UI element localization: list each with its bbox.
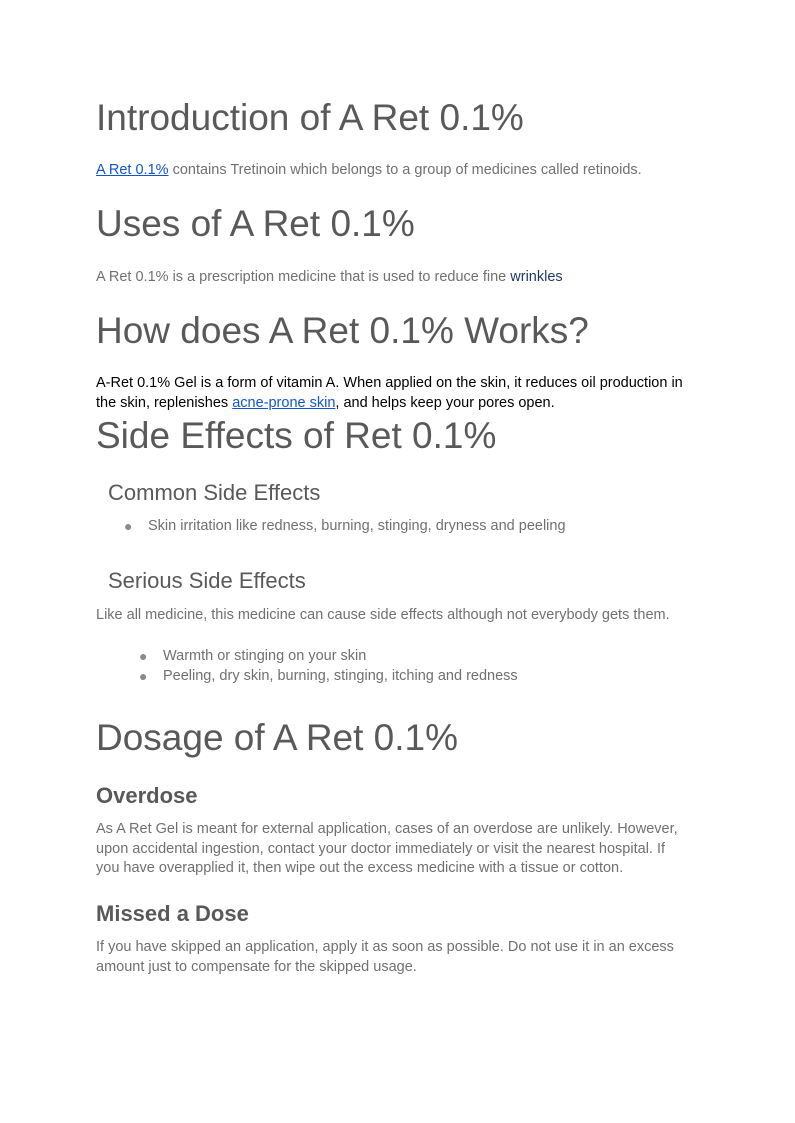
- missed-dose-line: amount just to compensate for the skipped usage.: [96, 959, 417, 975]
- bullet-icon: ●: [124, 518, 133, 534]
- dosage-heading: Dosage of A Ret 0.1%: [96, 717, 459, 758]
- uses-text: A Ret 0.1% is a prescription medicine that is used to reduce fine: [96, 269, 511, 285]
- overdose-line: As A Ret Gel is meant for external application, cases of an overdose are unlikely. However,: [96, 821, 678, 837]
- overdose-line: you have overapplied it, then wipe out the excess medicine with a tissue or cotton.: [96, 860, 624, 876]
- how-heading: How does A Ret 0.1% Works?: [96, 310, 589, 351]
- how-line-2-end: , and helps keep your pores open.: [335, 395, 555, 411]
- intro-text: contains Tretinoin which belongs to a group of medicines called retinoids.: [168, 162, 642, 178]
- missed-dose-heading: Missed a Dose: [96, 901, 249, 926]
- how-line-1: A-Ret 0.1% Gel is a form of vitamin A. When applied on the skin, it reduces oil production in: [96, 375, 683, 391]
- uses-paragraph: [96, 267, 563, 287]
- bullet-icon: ●: [139, 648, 148, 664]
- overdose-line: upon accidental ingestion, contact your doctor immediately or visit the nearest hospital. If: [96, 841, 666, 857]
- list-item: ● Peeling, dry skin, burning, stinging, itching and redness: [139, 668, 518, 684]
- side-effects-heading: Side Effects of Ret 0.1%: [96, 415, 497, 456]
- acne-prone-skin-link[interactable]: acne-prone skin: [232, 395, 336, 411]
- serious-side-effects-heading: Serious Side Effects: [108, 568, 306, 593]
- how-line-2-start: the skin, replenishes: [96, 395, 233, 411]
- a-ret-link[interactable]: A Ret 0.1%: [96, 162, 169, 178]
- list-item: ● Skin irritation like redness, burning, stinging, dryness and peeling: [124, 518, 566, 534]
- bullet-icon: ●: [139, 668, 148, 684]
- wrinkles-text: wrinkles: [510, 269, 563, 285]
- missed-dose-line: If you have skipped an application, apply it as soon as possible. Do not use it in an excess: [96, 939, 674, 955]
- uses-heading: Uses of A Ret 0.1%: [96, 203, 415, 244]
- serious-side-effects-list: [139, 646, 518, 686]
- common-side-effects-heading: Common Side Effects: [108, 480, 321, 505]
- overdose-heading: Overdose: [96, 783, 198, 808]
- intro-paragraph: [96, 160, 642, 180]
- serious-intro: Like all medicine, this medicine can cause side effects although not everybody gets them.: [96, 607, 670, 623]
- how-line-2: [96, 393, 555, 413]
- common-side-effects-list: [124, 516, 566, 536]
- list-item: ● Warmth or stinging on your skin: [139, 648, 367, 664]
- intro-heading: Introduction of A Ret 0.1%: [96, 97, 524, 138]
